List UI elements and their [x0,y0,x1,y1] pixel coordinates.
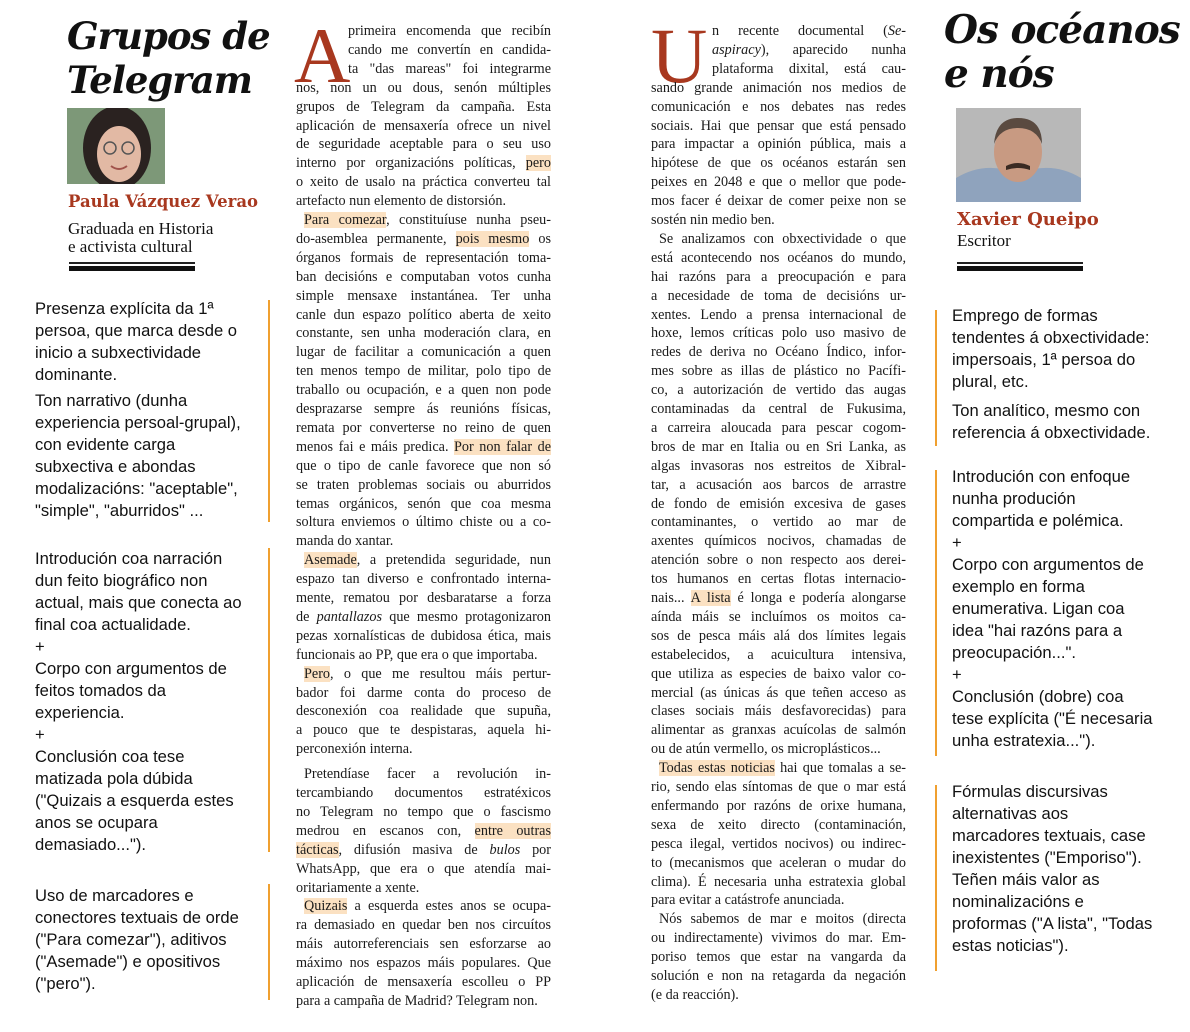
text-line: sexa de xeito directo (contaminación, [651,816,906,833]
text-line: Nós sabemos de mar e moitos (directa [659,911,906,928]
text-line: órganos formais de representación toma- [296,249,551,266]
text-line: a carreira aloucada para pescar cogom- [651,419,906,436]
annotation-line: compartida e polémica. [952,511,1124,530]
text-line: n recente documental (Se- [712,23,906,39]
highlighted-connector: pero [525,155,551,172]
annotation-line: tese explícita ("É necesaria [952,709,1153,728]
author-photo-man-icon [956,108,1081,202]
drop-cap: U [651,12,708,99]
annotation-line: experiencia persoal-grupal), [35,413,241,432]
annotation-line: exemplo en forma [952,577,1085,596]
text-line: tercambiando documentos estratéxicos [296,785,551,801]
text-line: perconexión interna. [296,741,413,758]
annotation-line: + [952,533,962,552]
annotation-note [952,466,1153,752]
right-article-body [651,12,906,1022]
text-line: xentes. Lendo a prensa internacional de [651,306,906,323]
annotation-line: unha estratexia..."). [952,731,1096,750]
text-line: ou indirectamente) vivimos do mar. Em- [651,930,906,947]
highlighted-connector: pois mesmo [455,230,530,247]
annotation-line: Fórmulas discursivas [952,782,1108,801]
annotation-line: "simple", "aburridos" ... [35,501,204,520]
annotation-line: plural, etc. [952,372,1029,391]
annotation-line: + [35,637,45,656]
text-line: Para comezar, constituíuse nunha pseu- [304,212,551,228]
text-line: rio, sendo elas síntomas de que o mar está [651,779,906,795]
text-line: para impactar a opinión pública, mais a [651,136,906,153]
text-line: mos facer é deixar de comer peixe non se [651,193,906,210]
highlighted-connector: Por non falar de [454,438,551,455]
annotation-line: proformas ("A lista", "Todas [952,914,1153,933]
annotation-line: Introdución coa narración [35,549,223,568]
annotation-line: Introdución con enfoque [952,467,1131,486]
text-line: manda do xantar. [296,533,394,550]
annotation-line: dun feito biográfico non [35,571,208,590]
annotation-line: idea "hai razóns para a [952,621,1123,640]
text-line: bador foi darme conta do proceso de [296,684,551,701]
text-line: pezas xornalísticas de dubidosa ética, mais [296,627,551,644]
annotation-line: Emprego de formas [952,306,1098,325]
text-line: to (mecanismos que aceleran o mudar do [651,854,906,871]
text-line: hoxe, lemos críticas polo uso masivo de [651,325,906,342]
text-line: Todas estas noticias hai que tomalas a se- [659,760,906,777]
annotation-line: ("Quizais a esquerda estes [35,791,234,810]
text-line: máis autorreferenciais sen esforzarse ao [296,936,551,953]
annotation-line: + [952,665,962,684]
annotation-line: marcadores textuais, case [952,826,1146,845]
right-article-title [944,8,1180,96]
annotation-line: nunha produción [952,489,1076,508]
text-line: a pouco que te despistaras, aquela hi- [296,722,551,739]
annotation-line: Corpo con argumentos de [952,555,1144,574]
left-author-name: Paula Vázquez Verao [68,192,259,211]
text-line: de seguridade aceptable para o seu uso [296,136,551,153]
text-line: constante, sen unha moderación clara, en [296,325,551,342]
text-line: bros de mar en Italia ou en Sri Lanka, as [651,438,906,455]
text-line: ra demasiado en quedar ben nos circuítos [296,917,551,934]
title-line: Telegram [67,58,252,102]
annotation-note [952,400,1150,444]
text-line: soltura enviemos o último chiste ou a co- [296,514,551,531]
text-line: contaminadas da central de Fukusima, [651,401,906,417]
text-line: cando me convertín en candida- [348,41,551,58]
role-line: Graduada en Historia [68,219,214,238]
text-line: menos fai e máis predica. Por non falar de [296,438,551,455]
annotation-line: demasiado..."). [35,835,147,854]
text-line: hipótese de que os océanos estarán sen [651,155,906,172]
annotation-line: actual, mais que conecta ao [35,593,242,612]
text-line: Asemade, a pretendida seguridade, nun [304,552,551,569]
annotation-line: persoa, que marca desde o [35,321,238,340]
text-line: tácticas, difusión masiva de bulos por [296,841,551,858]
highlighted-connector: Asemade [304,552,357,569]
annotation-line: experiencia. [35,703,125,722]
text-line: tos humanos en certas flotas internacio- [651,571,906,588]
author-photo-woman-icon [67,108,165,184]
annotation-line: impersoais, 1ª persoa do [952,350,1136,369]
drop-cap: A [294,12,351,99]
title-line: Grupos de [67,14,270,58]
note-bar [935,470,937,756]
text-line: o xeito de usalo na práctica converteu tal [296,174,551,191]
note-bar [268,548,270,852]
text-line: desconexión coa realidade que supuña, [296,703,551,720]
highlighted-connector: Pero [304,665,331,682]
annotation-line: enumerativa. Ligan coa [952,599,1125,618]
text-line: Se analizamos con obxectividade o que [659,230,906,247]
text-line: clases sociais máis desfavorecidas) para [651,703,906,720]
text-line: peixes en 2048 e que o mellor que pode- [651,174,906,191]
text-line: para a campaña de Madrid? Telegram non. [296,992,538,1009]
text-line: aspiracy), aparecido nunha [712,41,906,58]
text-line: para evitar a catástrofe anunciada. [651,892,845,909]
text-line: Quizais a esquerda estes anos se ocupa- [304,898,551,915]
italic-term: aspiracy [712,41,761,58]
role-line: Escritor [957,231,1011,250]
annotation-note [35,548,242,856]
text-line: está acontecendo nos océanos do mundo, [651,249,906,266]
text-line: alimentar as granxas acuícolas de salmón [651,722,906,739]
role-line: e activista cultural [68,237,193,256]
text-line: do-asemblea permanente, pois mesmo os [296,230,551,247]
text-line: sos de pesca máis alá dos límites legais [651,627,906,644]
italic-term: pantallazos [316,608,383,625]
annotation-line: Conclusión (dobre) coa [952,687,1124,706]
text-line: sostén nin medio ben. [651,212,775,228]
text-line: Pretendíase facer a revolución in- [304,766,551,783]
annotation-line: referencia á obxectividade. [952,423,1151,442]
text-line: Pero, o que me resultou máis pertur- [304,665,551,682]
text-line: primeira encomenda que recibín [348,23,551,39]
annotation-line: Presenza explícita da 1ª [35,299,214,318]
left-article-body [294,12,551,1022]
text-line: mes sobre as illas de plástico no Pacífi- [651,363,906,380]
annotation-line: nominalizacións e [952,892,1084,911]
header-divider [69,262,195,271]
annotation-note [952,305,1149,393]
text-line: plataforma dixital, está cau- [712,60,906,77]
text-line: estabelecidos, a acuicultura intensiva, [651,646,906,663]
text-line: aplicación de mensaxería escolleu o PP [296,974,551,990]
annotation-line: ("Para comezar"), aditivos [35,930,227,949]
text-line: mente, rematou por desbaratarse a forza [296,590,551,606]
text-line: ta "das mareas" foi integrarme [348,60,551,77]
text-line: sociais. Hai que pensar que está pensado [651,117,906,134]
annotation-line: subxectiva e abondas [35,457,196,476]
text-line: canle dun espazo político aberta de xeito [296,306,551,323]
text-line: sando grande animación nos medios de [651,79,906,96]
highlighted-connector: Todas estas noticias [659,760,775,777]
text-line: solución e non na retagarda da negación [651,968,906,984]
note-bar [935,310,937,446]
text-line: poriso temos que estar na vangarda da [651,949,906,966]
note-bar [268,884,270,1000]
highlighted-connector: A lista [690,590,731,606]
annotation-line: ("pero"). [35,974,96,993]
title-line: e nós [944,51,1054,97]
title-line: Os océanos [944,7,1180,53]
text-line: pesca ilegal, vertidos nocivos) ou indirec- [651,835,906,852]
annotation-line: Teñen máis valor as [952,870,1100,889]
text-line: tar, a acusación aos barcos de arrastre [651,476,906,493]
text-line: interno por organizacións políticas, pero [296,155,551,172]
highlighted-connector: tácticas [296,841,339,858]
annotation-line: Uso de marcadores e [35,886,194,905]
text-line: aplicación de mensaxería ofrece un nivel [296,117,551,134]
author-photo-xavier [956,108,1081,202]
left-author-role [68,220,213,256]
text-line: espazo tan diverso e confrontado interna- [296,571,551,588]
text-line: mercial (as únicas ás que teñen acceso as [651,684,906,701]
text-line: aínda máis se incluímos os moitos ca- [651,608,906,625]
text-line: ban decisións e computaban votos cunha [296,268,551,285]
note-bar [268,300,270,522]
annotation-line: estas noticias"). [952,936,1069,955]
annotation-line: inexistentes ("Emporiso"). [952,848,1142,867]
text-line: algas invasoras nos estreitos de Xibral- [651,457,906,474]
text-line: clima). É necesaria unha estratexia global [651,873,906,890]
text-line: co, a autorización de vertido das augas [651,382,906,399]
author-photo-paula [67,108,165,184]
text-line: hai razóns para a preocupación e para [651,268,906,285]
annotation-note [35,885,239,995]
annotation-line: preocupación...". [952,643,1076,662]
annotation-line: final coa actualidade. [35,615,191,634]
text-line: traballo ou ocupación, e a quen non pode [296,382,551,399]
text-line: nais... A lista é longa e podería alongarse [651,590,906,606]
text-line: lugar de facilitar a comunicación a quen [296,344,551,361]
text-line: grupos de Telegram da campaña. Esta [296,98,551,115]
annotation-line: feitos tomados da [35,681,166,700]
text-line: se traten problemas sociais ou aburridos [296,476,551,493]
left-article-title [67,14,270,102]
text-line: no Telegram no tempo que o fascismo [296,803,551,820]
italic-term: bulos [489,841,521,858]
annotation-line: + [35,725,45,744]
note-bar [935,785,937,971]
annotation-line: matizada pola dúbida [35,769,193,788]
text-line: atención sobre o non respecto aos derei- [651,552,906,569]
text-line: que utiliza as especies de baixo valor co- [651,665,906,682]
text-line: máximo nos espazos máis populares. Que [296,955,551,972]
text-line: desprazarse sempre ás reunións físicas, [296,401,551,417]
annotation-line: ("Asemade") e opositivos [35,952,221,971]
annotation-line: anos se ocupara [35,813,158,832]
text-line: ten menos tempo de militar, polo tipo de [296,363,551,380]
highlighted-connector: Para comezar [304,212,387,228]
text-line: a necesidade de toma de decisións ur- [651,287,906,304]
text-line: de fondo de emisión excesiva de gases [651,495,906,512]
annotation-note [952,781,1152,957]
header-divider [957,262,1083,271]
annotation-line: dominante. [35,365,118,384]
text-line: que o tipo de canle favorece que non só [296,457,551,474]
annotation-line: inicio a subxectividade [35,343,202,362]
text-line: nos, non un ou dous, senón múltiples [296,79,551,96]
right-author-role [957,232,1011,250]
text-line: contaminantes, o vertido ao mar de [651,514,906,531]
annotation-line: Corpo con argumentos de [35,659,227,678]
text-line: funcionais ao PP, que era o que importaba. [296,646,538,663]
text-line: axentes químicos nocivos, chamadas de [651,533,906,550]
text-line: simple mensaxe instantánea. Ter unha [296,287,551,304]
annotation-line: Conclusión coa tese [35,747,185,766]
annotation-line: conectores textuais de orde [35,908,239,927]
text-line: WhatsApp, que era o que atendía mai- [296,860,551,877]
annotation-line: modalizacións: "aceptable", [35,479,238,498]
text-line: redes de deriva no Océano Índico, infor- [651,344,906,361]
text-line: ou de atún vermello, os microplásticos... [651,741,881,758]
annotation-line: Ton narrativo (dunha [35,391,188,410]
text-line: comunicación e nos debates nas redes [651,98,906,115]
annotation-line: alternativas aos [952,804,1069,823]
text-line: oritariamente a xente. [296,879,420,896]
annotation-note [35,298,237,386]
text-line: medrou en escanos con, entre outras [296,822,551,839]
text-line: remata por converterse no reino de quen [296,419,551,436]
highlighted-connector: entre outras [474,822,551,839]
highlighted-connector: Quizais [304,898,348,915]
right-author-name: Xavier Queipo [957,209,1099,230]
annotation-line: Ton analítico, mesmo con [952,401,1141,420]
annotation-note [35,390,241,522]
text-line: enfermando por razóns de orixe humana, [651,797,906,814]
italic-term: Se- [887,23,906,39]
text-line: artefacto nun elemento de distorsión. [296,193,506,210]
text-line: temas orgánicos, senón que coa mesma [296,495,551,512]
annotation-line: con evidente carga [35,435,176,454]
text-line: de pantallazos que mesmo protagonizaron [296,608,551,625]
annotation-line: tendentes á obxectividade: [952,328,1150,347]
text-line: (e da reacción). [651,986,739,1003]
